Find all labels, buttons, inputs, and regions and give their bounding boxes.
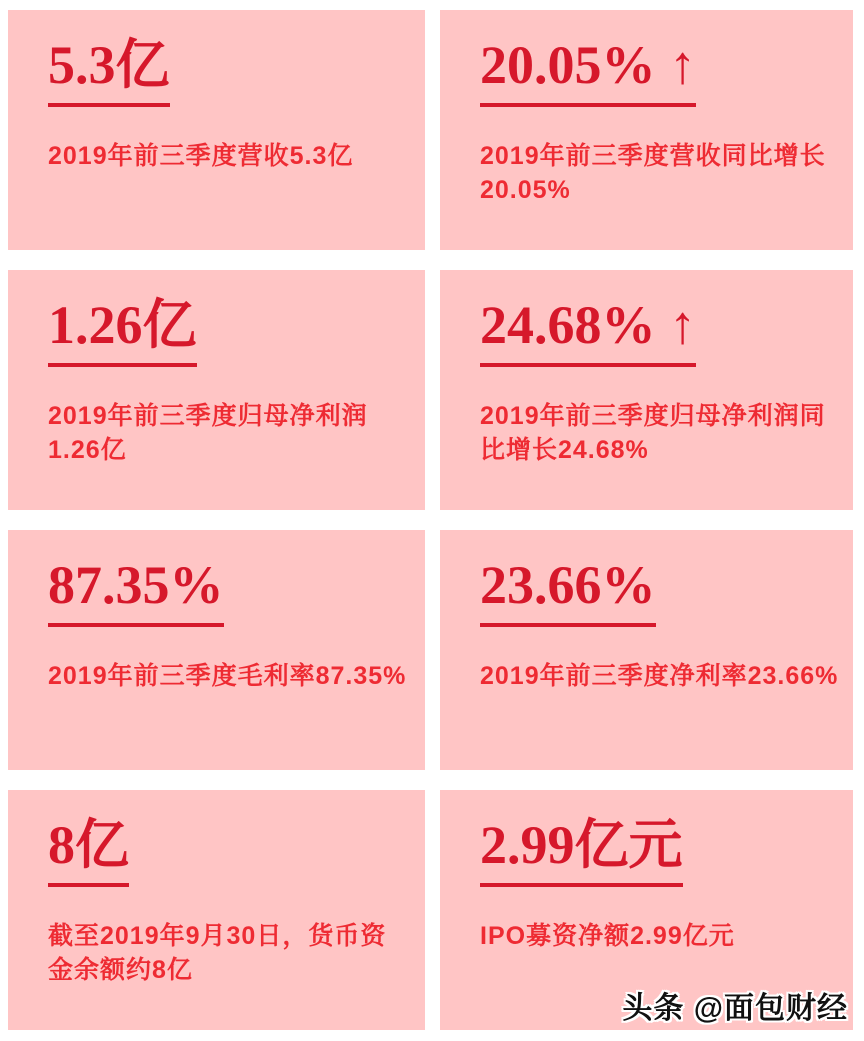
stat-description [48, 659, 407, 693]
stat-value-text: 1.26亿 [48, 298, 197, 367]
stat-description-line: 2019年前三季度净利率23.66% [480, 662, 839, 690]
stat-value-text: 20.05% ↑ [480, 38, 696, 107]
stat-description-line: 1.26亿 [48, 436, 127, 464]
stat-description-line: 2019年前三季度毛利率87.35% [48, 662, 407, 690]
stat-value-text: 87.35% [48, 558, 224, 627]
stat-value [480, 35, 825, 107]
stat-value-text: 2.99亿元 [480, 818, 683, 887]
stat-description-line: 20.05% [480, 176, 571, 204]
stat-value [48, 815, 397, 887]
stat-card-net-profit [8, 270, 425, 510]
stat-description [48, 919, 397, 987]
stat-description [480, 919, 825, 953]
stat-description [480, 399, 825, 467]
stat-value [480, 295, 825, 367]
stat-value [480, 815, 825, 887]
stat-description-line: 比增长24.68% [480, 436, 649, 464]
stat-description [48, 399, 397, 467]
stat-description-line: 金余额约8亿 [48, 956, 193, 984]
stat-value-text: 24.68% ↑ [480, 298, 696, 367]
stat-card-gross-margin [8, 530, 425, 770]
stat-value [480, 555, 825, 627]
stat-card-net-profit-growth [440, 270, 853, 510]
stat-card-revenue-growth [440, 10, 853, 250]
stat-description [480, 139, 825, 207]
stat-card-revenue [8, 10, 425, 250]
stat-description [48, 139, 397, 173]
stat-value [48, 295, 397, 367]
stat-value [48, 35, 397, 107]
stat-description-line: 2019年前三季度营收5.3亿 [48, 142, 354, 170]
stat-value-text: 5.3亿 [48, 38, 170, 107]
stat-value-text: 23.66% [480, 558, 656, 627]
stat-value [48, 555, 397, 627]
stat-description-line: 2019年前三季度归母净利润 [48, 402, 368, 430]
stat-card-grid [8, 10, 853, 1030]
stat-value-text: 8亿 [48, 818, 129, 887]
stat-card-cash-balance [8, 790, 425, 1030]
watermark-toutiao-mianbao: 头条 @面包财经 [622, 992, 848, 1025]
stat-description-line: 截至2019年9月30日，货币资 [48, 922, 387, 950]
stat-card-net-margin [440, 530, 853, 770]
stat-description-line: 2019年前三季度归母净利润同 [480, 402, 826, 430]
stat-description [480, 659, 839, 693]
stat-description-line: IPO募资净额2.99亿元 [480, 922, 735, 950]
stat-description-line: 2019年前三季度营收同比增长 [480, 142, 826, 170]
